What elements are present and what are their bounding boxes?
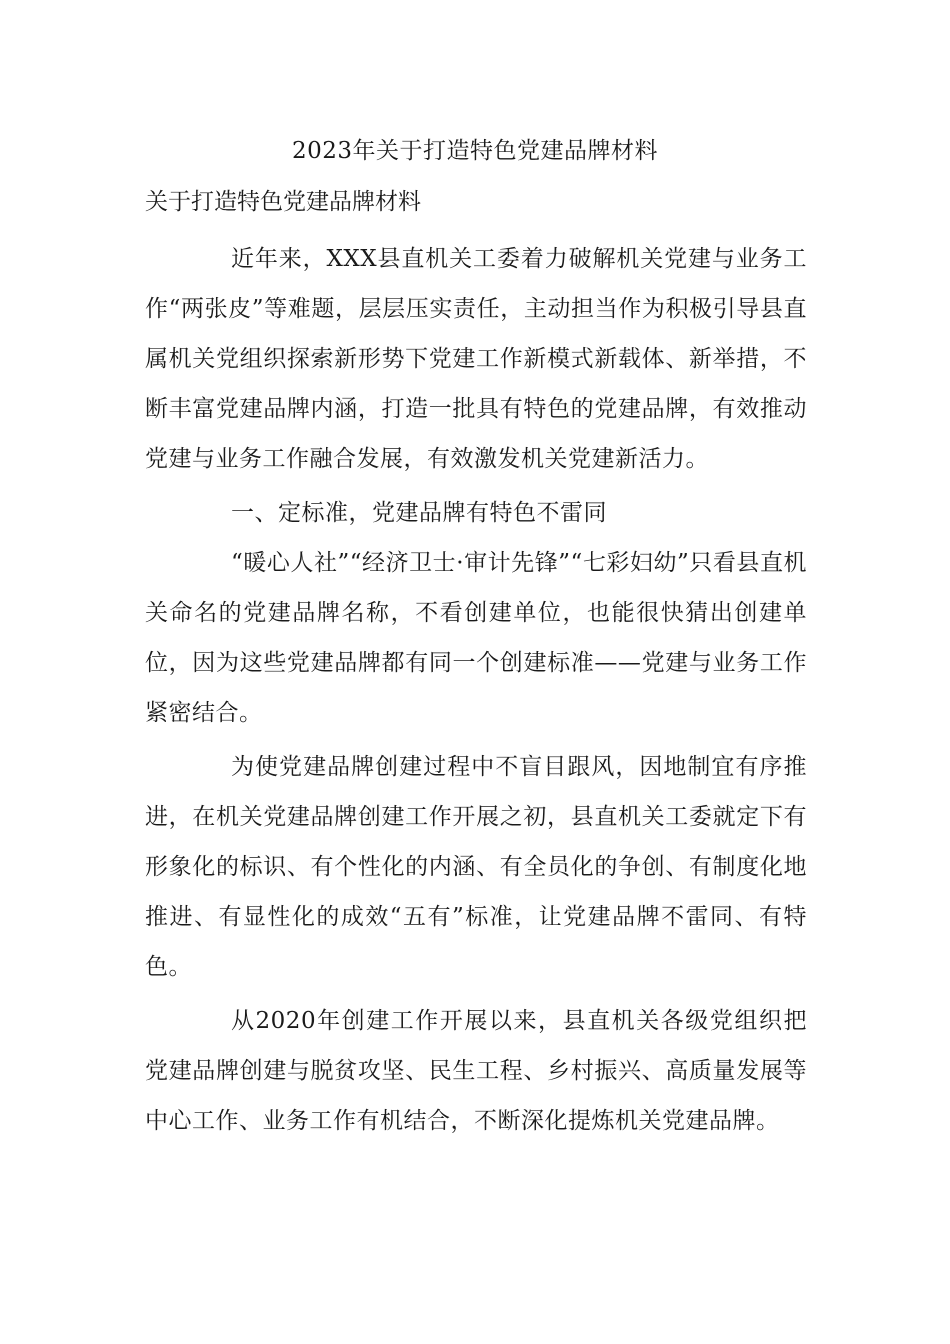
section-heading-1: 一、定标准，党建品牌有特色不雷同 — [231, 500, 607, 526]
document-title: 2023年关于打造特色党建品牌材料 — [291, 138, 659, 164]
paragraph-since-2020: 从2020年创建工作开展以来，县直机关各级党组织把党建品牌创建与脱贫攻坚、民生工程、乡村振兴、高质量发展等中心工作、业务工作有机结合，不断深化提炼机关党建品牌。 — [145, 1008, 807, 1134]
paragraph-five-standards: 为使党建品牌创建过程中不盲目跟风，因地制宜有序推进，在机关党建品牌创建工作开展之初，县直机关工委就定下有形象化的标识、有个性化的内涵、有全员化的争创、有制度化地推进、有显性化的成效“五有”标准，让党建品牌不雷同、有特色。 — [145, 754, 807, 980]
document-body — [145, 234, 807, 1150]
document-subtitle: 关于打造特色党建品牌材料 — [145, 189, 421, 215]
paragraph-brand-names: “暖心人社”“经济卫士·审计先锋”“七彩妇幼”只看县直机关命名的党建品牌名称，不看创建单位，也能很快猜出创建单位，因为这些党建品牌都有同一个创建标准——党建与业务工作紧密结合。 — [145, 550, 807, 726]
paragraph-intro: 近年来，XXX县直机关工委着力破解机关党建与业务工作“两张皮”等难题，层层压实责任，主动担当作为积极引导县直属机关党组织探索新形势下党建工作新模式新载体、新举措，不断丰富党建品牌内涵，打造一批具有特色的党建品牌，有效推动党建与业务工作融合发展，有效激发机关党建新活力。 — [145, 246, 807, 472]
